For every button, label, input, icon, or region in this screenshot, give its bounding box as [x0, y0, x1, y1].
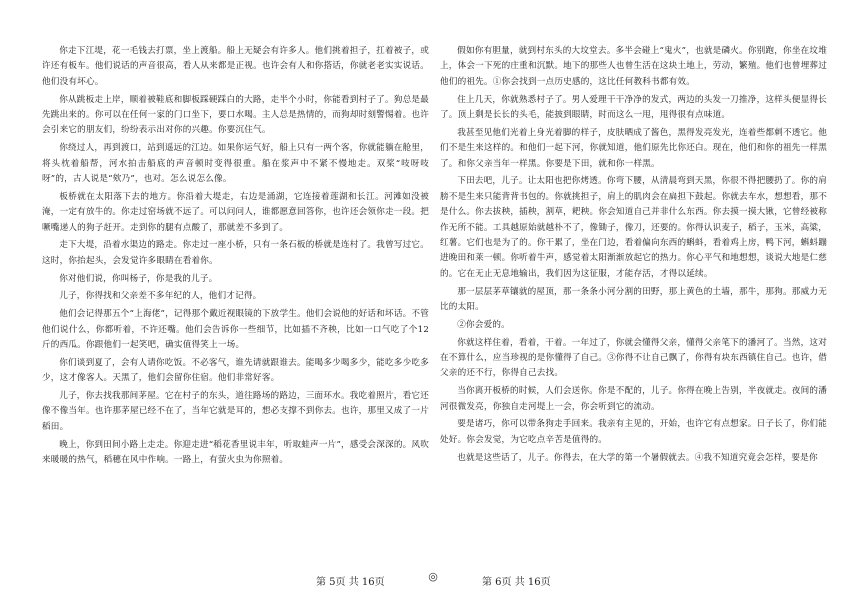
paragraph: 你绕过人，再到渡口，站到遥远的江边。如果你运气好，船上只有一两个客，你就能躺在舱里，将头枕着船帮，河水拍击船底的声音顿时变得很重。船在浆声中不紧不慢地走。双桨“吱呀吱呀”的，古人说是“欸乃”，也对。怎么说怎么像。: [42, 143, 429, 185]
paragraph: 他们会记得那五个“上海佬”，记得那个戴近视眼镜的下放学生。他们会说他的好话和坏话。不管他们说什么，你都听着，不许还嘴。他们会告诉你一些细节，比如插不齐秧，比如一口气吃了个12斤的西瓜。你跟他们一起笑吧，确实值得笑上一场。: [42, 309, 429, 351]
paragraph: 也就是这些话了，儿子。你得去，在大学的第一个暑假就去。④我不知道究竟会怎样，要是你: [457, 452, 818, 463]
paragraph: 儿子，你得找和父亲差不多年纪的人，他们才记得。: [59, 291, 262, 302]
paragraph: 那一层层茅草镶就的屋顶，那一条条小河分割的田野，那上黄色的土墙，那牛，那狗。那威力无比的太阳。: [440, 286, 827, 313]
right-page: [440, 44, 827, 468]
left-page: [42, 44, 429, 471]
paragraph: 你走下江堤，花一毛钱去打票，坐上渡船。船上无疑会有许多人。他们挑着担子，扛着被子，或许还有板车。他们说话的声音很高，看人从来都是正视。也许会有人和你搭话，你就老老实实说话。他们没有坏心。: [42, 46, 429, 87]
paragraph: 假如你有胆量，就到村东头的大坟堂去。多半会碰上“鬼火”，也就是磷火。你别跑，你坐在坟堆上，体会一下死的庄重和沉默。地下的那些人也曾生活在这块土地上，劳动，繁殖。他们也曾埋葬过他们的祖先。①你会找到一点历史感的，这比任何教科书都有效。: [440, 46, 827, 87]
paragraph: 下田去吧，儿子。让太阳也把你烤透。你弯下腰，从清晨弯到天黑，你很不得把腰扔了。你的肩膀不是生来只能背背书包的。你就挑担子，肩上的肌肉会在扁担下鼓起。你就去车水，想想看，那不是什么。你去拔秧，插秧，割草，耙秧。你会知道自己并非什么东西。你去摸一摸大锹，它曾经被称作无所不能。工具越原始就越朴不了，像锄子，像刀，还要的。你得认识麦子，稻子，玉米，高粱，红薯。它们也是为了的。你干累了，坐在门边，看着偏向东西的蝌蚪，看着鸡上房，鸭下河，蝌蚪蹦进晚田和莱一顿。你听着牛声，感觉着太阳渐渐放起它的热力。你心平气和地想想，谈说大地是仁慈的。它在无止无息地输出，我们因为这征服，才能存活，才得以延续。: [440, 176, 827, 279]
paragraph: 我甚至见他们光着上身光着脚的样子，皮肤晒成了酱色，黑得发亮发光，连着些都刺不透它。他们不是生来这样的。和他们一起下河，你就知道，他们原先比你还白。现在，他们和你的祖先一样黑了。和你父亲当年一样黑。你要是下田，就和你一样黑。: [440, 127, 827, 169]
paragraph: 当你离开板桥的时候，人们会送你。你是不配的，儿子。你得在晚上告别，半夜就走。夜间的潘河很微发亮，你独自走河堤上一会，你会听到它的流动。: [440, 386, 827, 412]
paragraph: 要是诸巧，你可以带条狗走手回来。我亲有主见的，开始，也许它有点想家。日子长了，你们能处好。你会发觉，为它吃点辛苦是值得的。: [440, 419, 827, 445]
paragraph: 板桥就在太阳落下去的地方。你沿着大堤走，右边是涌湖，它连接着莲湖和长江。河滩如没被淹，一定有放牛的。你走过窑场就不远了。可以问问人，谁都愿意回答你，也许还会领你走一段。把噘嘴递人的狗子赶开。走到你的腿有点酸了，那就差不多到了。: [42, 191, 429, 233]
paragraph: 住上几天，你就熟悉村子了。男人爱理干干净净的发式，两边的头发一刀推净，这样头便显得长了。顶上剩是长长的头毛，能披到眼睛，时而这么一甩，甩得很有点味道。: [440, 94, 827, 121]
binding-mark-icon: ◎: [428, 570, 438, 583]
page-number-right: 第 6页 共 16页: [482, 577, 551, 588]
paragraph: ②你会爱的。: [457, 319, 510, 330]
paragraph: 你从跳板走上岸，顺着被鞋底和脚板踩硬踩白的大路，走半个小时，你能看到村子了。狗总是最先跳出来的。你可以在任何一家的门口坐下，要口水喝。主人总是热情的，而狗却时刻警惕着。也许会引来它的朋友们，纷纷表示出对你的兴趣。你要沉住气。: [42, 94, 429, 136]
page-number-left: 第 5页 共 16页: [316, 577, 385, 588]
paragraph: 儿子，你去找我那间茅屋。它在村子的东头，道往路场的路边，三面环水。我吃着照片，看它还像不像当年。也许那茅屋已经不在了，当年它就是耳的，想必支撑不到你去。也许，那里又成了一片稻田。: [42, 391, 429, 432]
paragraph: 你们谈到夏了，会有人请你吃饭。不必客气，谁先请就跟谁去。能喝多少喝多少，能吃多少吃多少，这才像客人。天黑了，他们会留你住宿。他们非常好客。: [42, 357, 429, 384]
paragraph: 你就这样住着，看着，干着。一年过了，你就会懂得父亲，懂得父亲笔下的潘河了。当然，这对在不算什么，应当珍视的是你懂得了自己。③你得不让自己飘了，你得有块东西镇住自己。也许，借父亲的还不行，你得自己去找。: [440, 337, 827, 379]
paragraph: 你对他们说，你叫杨子，你是我的儿子。: [59, 273, 218, 284]
paragraph: 晚上，你到田间小路上走走。你迎走进“稻花香里说丰年，听取蛙声一片”，感受会深深的。风吹来暖暖的热气，稻穗在风中作响。一路上，有萤火虫为你照着。: [42, 439, 429, 466]
paragraph: 走下大堤，沿着水渠边的路走。你走过一座小桥，只有一条石板的桥就是连村了。我曾写过它。这时，你抬起头，会发觉许多眼睛在看着你。: [42, 240, 429, 266]
